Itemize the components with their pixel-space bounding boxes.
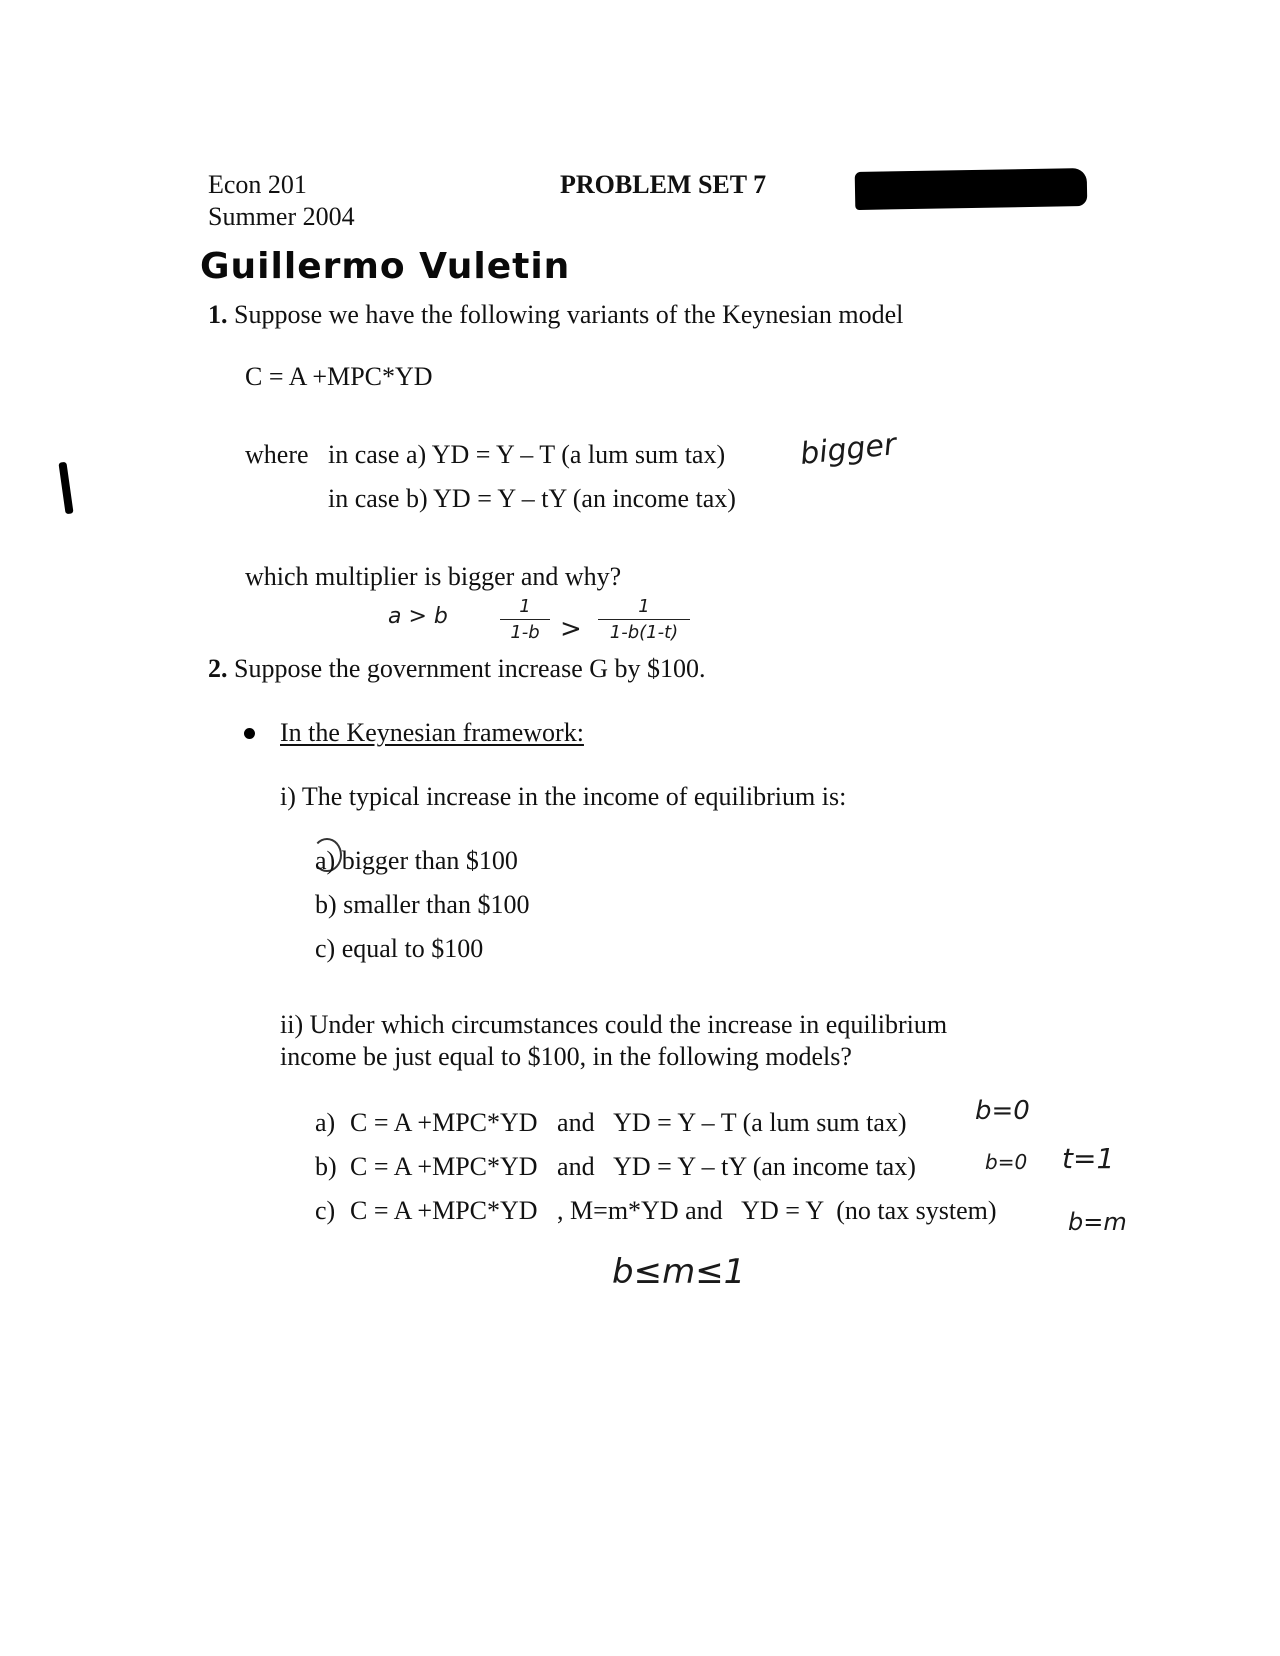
q1-hand-fraction-1	[500, 596, 550, 643]
page-title: PROBLEM SET 7	[560, 170, 767, 199]
q2-number: 2.	[208, 654, 228, 683]
fraction-2-denominator: 1-b(1-t)	[609, 622, 679, 643]
option-a: a) bigger than $100	[315, 846, 518, 875]
q1-equation: C = A +MPC*YD	[245, 362, 433, 391]
q2-prompt-text: Suppose the government increase G by $100.	[234, 654, 706, 683]
model-a-text: C = A +MPC*YD and YD = Y – T (a lum sum tax)	[350, 1108, 907, 1137]
redaction-mark	[855, 168, 1088, 210]
margin-mark	[58, 462, 73, 515]
course-label: Econ 201	[208, 170, 307, 199]
bullet-dot	[244, 728, 255, 739]
q2-part-i: i) The typical increase in the income of equilibrium is:	[280, 782, 847, 811]
bottom-hand-inequality: b≤m≤1	[612, 1252, 746, 1292]
q2-part-ii-line1: ii) Under which circumstances could the increase in equilibrium	[280, 1010, 948, 1039]
q1-hand-a-gt-b: a > b	[388, 604, 448, 629]
model-c-label: c)	[315, 1196, 336, 1225]
model-b-text: C = A +MPC*YD and YD = Y – tY (an income tax)	[350, 1152, 916, 1181]
q1-prompt	[208, 300, 903, 330]
fraction-1-denominator: 1-b	[510, 622, 540, 643]
q2-prompt	[208, 654, 706, 684]
model-a-label: a)	[315, 1108, 336, 1137]
model-c-text: C = A +MPC*YD , M=m*YD and YD = Y (no tax system)	[350, 1196, 997, 1225]
q1-hand-bigger: bigger	[798, 427, 898, 472]
model-c-hand: b=m	[1068, 1208, 1127, 1236]
model-b-label: b)	[315, 1152, 337, 1181]
model-a-hand: b=0	[975, 1096, 1030, 1126]
q1-case-b: in case b) YD = Y – tY (an income tax)	[328, 484, 736, 513]
term-label: Summer 2004	[208, 202, 355, 231]
fraction-2-bar	[598, 619, 690, 620]
q1-case-a: in case a) YD = Y – T (a lum sum tax)	[328, 440, 726, 469]
q1-question: which multiplier is bigger and why?	[245, 562, 622, 591]
option-b: b) smaller than $100	[315, 890, 530, 919]
option-c: c) equal to $100	[315, 934, 484, 963]
student-name: Guillermo Vuletin	[200, 246, 571, 287]
q1-hand-fraction-2	[598, 596, 690, 643]
fraction-2-numerator: 1	[638, 596, 650, 617]
fraction-1-numerator: 1	[519, 596, 531, 617]
q2-part-ii-line2: income be just equal to $100, in the following models?	[280, 1042, 852, 1071]
model-b-hand: b=0	[985, 1150, 1028, 1174]
q1-hand-gt: >	[560, 614, 582, 644]
model-b-hand-2: t=1	[1062, 1142, 1115, 1175]
q1-prompt-text: Suppose we have the following variants of the Keynesian model	[234, 300, 904, 329]
q1-number: 1.	[208, 300, 228, 329]
bullet-heading: In the Keynesian framework:	[280, 718, 584, 747]
q1-where: where	[245, 440, 309, 469]
fraction-1-bar	[500, 619, 550, 620]
